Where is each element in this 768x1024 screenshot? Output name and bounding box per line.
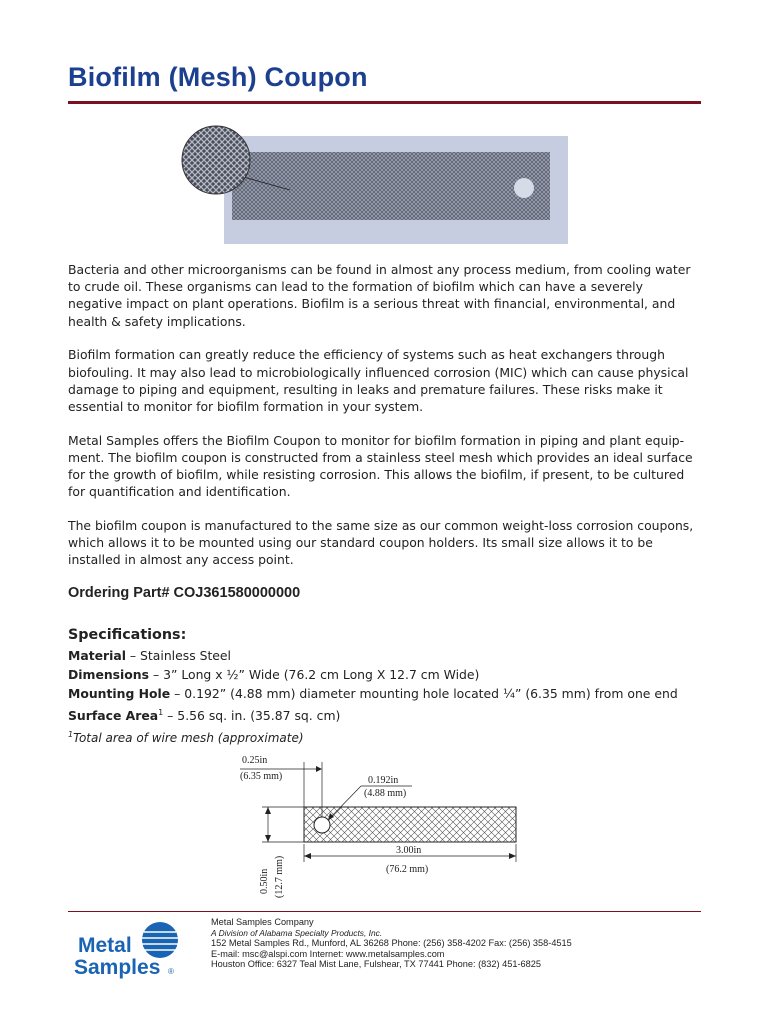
dim-length-in: 3.00in <box>396 845 422 856</box>
dim-hole-mm: (4.88 mm) <box>364 788 407 799</box>
mesh-strip <box>232 152 550 220</box>
dim-arrowhead <box>265 835 271 842</box>
dim-hole-in: 0.192in <box>368 775 399 786</box>
globe-icon <box>142 922 178 958</box>
footer-divider <box>68 911 701 912</box>
spec-label: Dimensions <box>68 667 149 682</box>
logo-word-metal: Metal <box>78 934 132 957</box>
mesh-coupon-photo <box>180 124 570 244</box>
company-contact <box>211 917 731 970</box>
spec-material <box>68 646 708 665</box>
description <box>68 261 700 585</box>
coupon-dimension-drawing <box>236 752 536 904</box>
metal-samples-logo <box>72 918 190 980</box>
spec-mounting-hole <box>68 684 708 703</box>
footnote <box>68 725 708 748</box>
spec-value: – 3” Long x ½” Wide (76.2 cm Long X 12.7 cm Wide) <box>149 667 480 682</box>
dim-width-in: 0.50in <box>259 868 270 894</box>
spec-label: Surface Area <box>68 708 159 724</box>
footnote-marker: 1 <box>158 708 164 717</box>
footnote-text: Total area of wire mesh (approximate) <box>73 731 304 746</box>
dim-offset-in: 0.25in <box>242 755 268 766</box>
logo-word-samples: Samples <box>74 956 161 979</box>
dim-arrowhead <box>265 807 271 814</box>
spec-value: – 5.56 sq. in. (35.87 sq. cm) <box>163 708 341 724</box>
houston-office: Houston Office: 6327 Teal Mist Lane, Fulshear, TX 77441 Phone: (832) 451-6825 <box>211 959 541 970</box>
spec-value: – 0.192” (4.88 mm) diameter mounting hole located ¼” (6.35 mm) from one end <box>170 686 678 701</box>
paragraph: The biofilm coupon is manufactured to the same size as our common weight-loss corrosion coupons, which allows it to be mounted using our standard coupon holders. Its small size allows it to be installed in almost any access point. <box>68 517 694 568</box>
company-division: A Division of Alabama Specialty Products, Inc. <box>211 927 383 938</box>
hole-outline <box>314 817 330 833</box>
mounting-hole <box>514 178 534 198</box>
spec-label: Mounting Hole <box>68 686 171 701</box>
dim-arrowhead <box>509 853 516 859</box>
company-name: Metal Samples Company <box>211 917 314 927</box>
specifications <box>68 626 708 748</box>
title-divider <box>68 101 701 104</box>
mesh-zoom-inset <box>182 126 250 194</box>
footnote-marker: 1 <box>68 730 74 740</box>
spec-label: Material <box>68 648 126 663</box>
spec-surface-area <box>68 703 708 725</box>
spec-value: – Stainless Steel <box>125 648 231 663</box>
page-title: Biofilm (Mesh) Coupon <box>68 62 368 92</box>
dim-width-mm: (12.7 mm) <box>274 855 285 898</box>
specifications-heading: Specifications: <box>68 627 187 643</box>
dim-arrowhead <box>304 853 311 859</box>
paragraph: Bacteria and other microorganisms can be found in almost any process medium, from cooling water to crude oil. These organisms can lead to the formation of biofilm which can have a severely negative impact on plant operations. Biofilm is a serious threat with financial, environmental, and health & safety implications. <box>68 262 691 329</box>
ordering-part-number: Ordering Part# COJ361580000000 <box>68 585 301 601</box>
dim-offset-mm: (6.35 mm) <box>240 771 283 782</box>
paragraph: Biofilm formation can greatly reduce the efficiency of systems such as heat exchangers through biofouling. It may also lead to microbiologically influenced corrosion (MIC) which can cause physical damage to piping and equipment, resulting in leaks and premature failures. These risks make it essential to monitor for biofilm formation in your system. <box>68 347 689 414</box>
dim-arrowhead <box>316 766 322 772</box>
company-address: 152 Metal Samples Rd., Munford, AL 36268 Phone: (256) 358-4202 Fax: (256) 358-4515 <box>211 938 572 949</box>
dim-length-mm: (76.2 mm) <box>386 864 429 875</box>
spec-dimensions <box>68 665 708 684</box>
registered-mark: ® <box>168 967 174 976</box>
company-email-web: E-mail: msc@alspi.com Internet: www.metalsamples.com <box>211 948 445 959</box>
paragraph: Metal Samples offers the Biofilm Coupon to monitor for biofilm formation in piping and plant equip-ment. The biofilm coupon is constructed from a stainless steel mesh which provides an ideal surface for the growth of biofilm, while resisting corrosion. This allows the biofilm, if present, to be cultured for quantification and identification. <box>68 432 693 500</box>
